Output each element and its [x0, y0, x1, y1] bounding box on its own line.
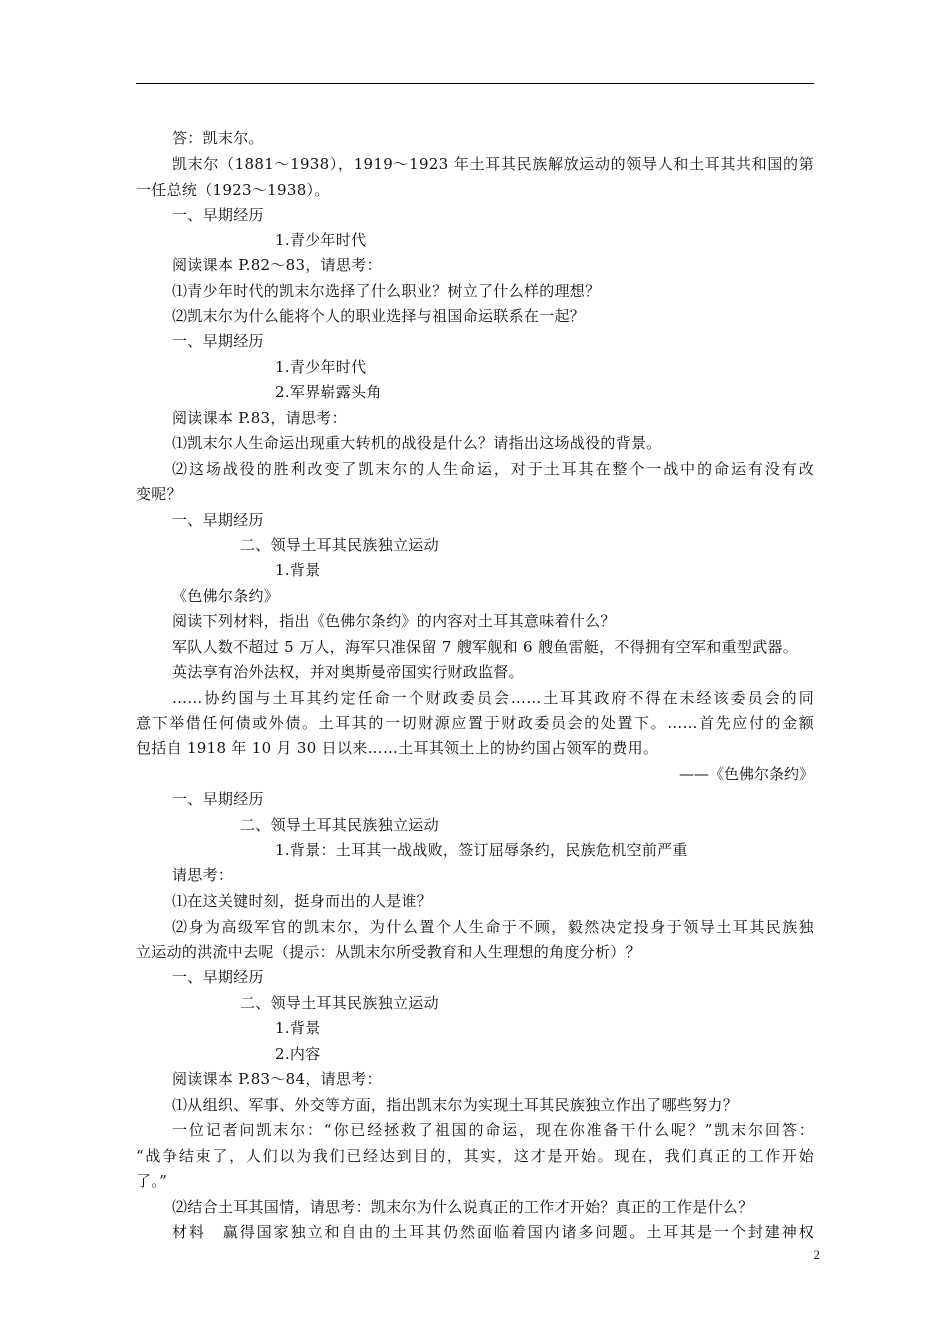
section-heading: 一、早期经历 [172, 206, 264, 224]
quote-line: 英法享有治外法权，并对奥斯曼帝国实行财政监督。 [172, 663, 524, 681]
text-line: 阅读课本 P.83～84，请思考： [172, 1070, 382, 1088]
text-line: 了。” [136, 1172, 168, 1190]
text-line: 《色佛尔条约》 [172, 587, 280, 605]
text-line: 答：凯末尔。 [172, 129, 264, 147]
subsection-heading: 1.背景 [275, 561, 321, 579]
text-line: 变呢？ [136, 485, 182, 503]
subsection-heading: 1.背景 [275, 1019, 321, 1037]
text-line: 一任总统（1923～1938）。 [136, 181, 330, 199]
question-line: ⑴在这关键时刻，挺身而出的人是谁？ [172, 892, 433, 910]
text-line: “战争结束了，人们以为我们已经达到目的，其实，这才是开始。现在，我们真正的工作开始 [136, 1147, 814, 1165]
text-line: 阅读课本 P.82～83，请思考： [172, 256, 382, 274]
quote-line: ……协约国与土耳其约定任命一个财政委员会……土耳其政府不得在未经该委员会的同 [172, 689, 814, 707]
quote-line: 军队人数不超过 5 万人，海军只准保留 7 艘军舰和 6 艘鱼雷艇，不得拥有空军和重型武器。 [172, 638, 799, 656]
subsection-heading: 2.内容 [275, 1045, 321, 1063]
question-line: ⑴青少年时代的凯末尔选择了什么职业？树立了什么样的理想？ [172, 282, 601, 300]
quote-source: ——《色佛尔条约》 [678, 765, 814, 783]
text-line: 阅读下列材料，指出《色佛尔条约》的内容对土耳其意味着什么？ [172, 612, 616, 630]
section-heading: 一、早期经历 [172, 511, 264, 529]
question-line: ⑵身为高级军官的凯末尔，为什么置个人生命于不顾，毅然决定投身于领导土耳其民族独 [172, 918, 814, 936]
quote-line: 意下举借任何债或外债。土耳其的一切财源应置于财政委员会的处置下。……首先应付的金额 [136, 714, 814, 732]
text-line: 材料 赢得国家独立和自由的土耳其仍然面临着国内诸多问题。土耳其是一个封建神权 [172, 1223, 814, 1241]
section-heading: 一、早期经历 [172, 790, 264, 808]
header-rule [136, 83, 814, 84]
question-line: 立运动的洪流中去呢（提示：从凯末尔所受教育和人生理想的角度分析）？ [136, 943, 641, 961]
question-line: ⑴从组织、军事、外交等方面，指出凯末尔为实现土耳其民族独立作出了哪些努力？ [172, 1096, 739, 1114]
question-line: ⑵结合土耳其国情，请思考：凯末尔为什么说真正的工作才开始？真正的工作是什么？ [172, 1198, 754, 1216]
section-heading: 二、领导土耳其民族独立运动 [240, 994, 439, 1012]
question-line: ⑵这场战役的胜利改变了凯末尔的人生命运，对于土耳其在整个一战中的命运有没有改 [172, 460, 814, 478]
text-line: 请思考： [172, 866, 234, 884]
section-heading: 二、领导土耳其民族独立运动 [240, 816, 439, 834]
quote-line: 包括自 1918 年 10 月 30 日以来……土耳其领土上的协约国占领军的费用。 [136, 739, 659, 757]
section-heading: 一、早期经历 [172, 332, 264, 350]
text-line: 一位记者问凯末尔：“你已经拯救了祖国的命运，现在你准备干什么呢？”凯末尔回答： [172, 1121, 814, 1139]
subsection-heading: 2.军界崭露头角 [275, 383, 382, 401]
section-heading: 二、领导土耳其民族独立运动 [240, 536, 439, 554]
page-number: 2 [813, 1247, 820, 1262]
subsection-heading: 1.青少年时代 [275, 358, 367, 376]
text-line: 阅读课本 P.83，请思考： [172, 409, 347, 427]
question-line: ⑵凯末尔为什么能将个人的职业选择与祖国命运联系在一起？ [172, 307, 586, 325]
text-line: 凯末尔（1881～1938），1919～1923 年土耳其民族解放运动的领导人和土耳其共和国的第 [172, 155, 814, 173]
question-line: ⑴凯末尔人生命运出现重大转机的战役是什么？请指出这场战役的背景。 [172, 434, 662, 452]
subsection-heading: 1.青少年时代 [275, 231, 367, 249]
section-heading: 一、早期经历 [172, 968, 264, 986]
subsection-heading: 1.背景：土耳其一战战败，签订屈辱条约，民族危机空前严重 [275, 841, 688, 859]
